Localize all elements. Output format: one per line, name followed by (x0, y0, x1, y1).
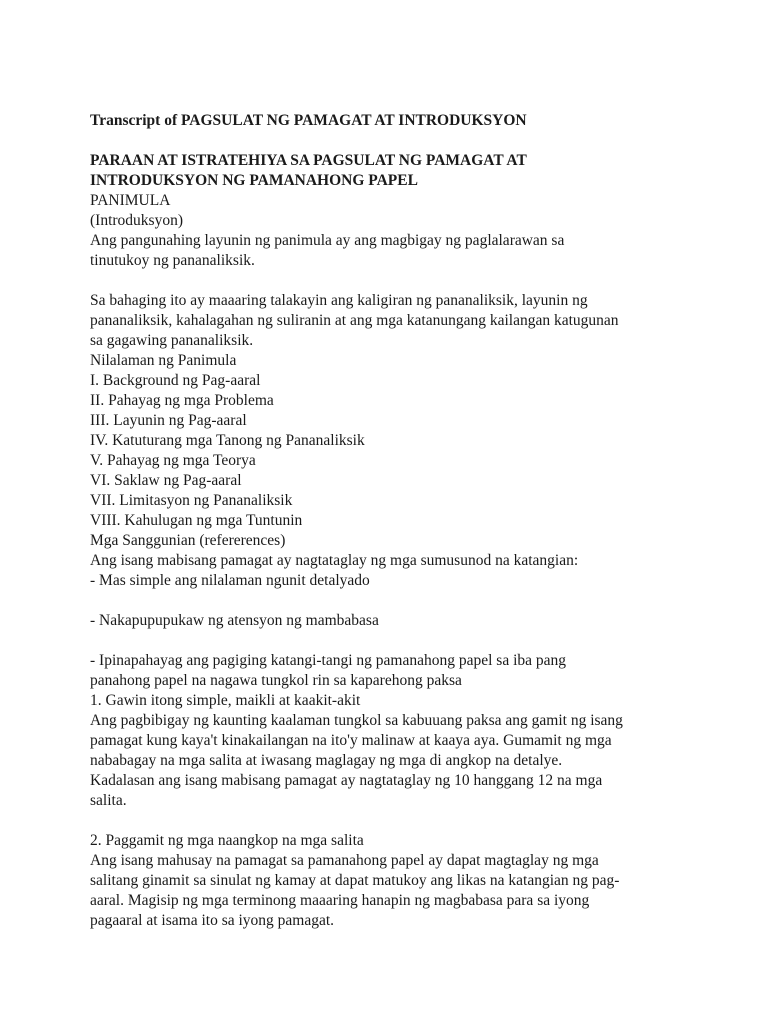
body-line: panahong papel na nagawa tungkol rin sa kaparehong paksa (90, 672, 462, 689)
body-line: Ang isang mabisang pamagat ay nagtataglay ng mga sumusunod na katangian: (90, 552, 579, 569)
body-line: II. Pahayag ng mga Problema (90, 392, 274, 409)
body-line: - Nakapupupukaw ng atensyon ng mambabasa (90, 612, 379, 629)
body-line: VIII. Kahulugan ng mga Tuntunin (90, 512, 303, 529)
document-title: Transcript of PAGSULAT NG PAMAGAT AT INTRODUKSYON (90, 112, 527, 129)
body-line: Ang pagbibigay ng kaunting kaalaman tungkol sa kabuuang paksa ang gamit ng isang (90, 712, 623, 729)
blank-line (90, 271, 690, 291)
heading-line: INTRODUKSYON NG PAMANAHONG PAPEL (90, 172, 418, 189)
document-page (90, 111, 690, 931)
blank-line (90, 591, 690, 611)
body-line: Ang pangunahing layunin ng panimula ay ang magbigay ng paglalarawan sa (90, 232, 565, 249)
body-line: I. Background ng Pag-aaral (90, 372, 261, 389)
body-line: PANIMULA (90, 192, 171, 209)
body-line: nababagay na mga salita at iwasang maglagay ng mga di angkop na detalye. (90, 752, 563, 769)
body-line: (Introduksyon) (90, 212, 183, 229)
body-line: Mga Sanggunian (refererences) (90, 532, 286, 549)
body-line: salitang ginamit sa sinulat ng kamay at dapat matukoy ang likas na katangian ng pag- (90, 872, 620, 889)
body-line: Kadalasan ang isang mabisang pamagat ay nagtataglay ng 10 hanggang 12 na mga (90, 772, 603, 789)
body-line: pamagat kung kaya't kinakailangan na ito'y malinaw at kaaya aya. Gumamit ng mga (90, 732, 612, 749)
blank-line (90, 811, 690, 831)
blank-line (90, 631, 690, 651)
body-line: sa gagawing pananaliksik. (90, 332, 254, 349)
body-line: 1. Gawin itong simple, maikli at kaakit-akit (90, 692, 361, 709)
body-line: Ang isang mahusay na pamagat sa pamanahong papel ay dapat magtaglay ng mga (90, 852, 599, 869)
body-line: - Ipinapahayag ang pagiging katangi-tangi ng pamanahong papel sa iba pang (90, 652, 567, 669)
body-line: tinutukoy ng pananaliksik. (90, 252, 255, 269)
body-line: 2. Paggamit ng mga naangkop na mga salita (90, 832, 364, 849)
document-heading (90, 151, 690, 191)
body-line: Nilalaman ng Panimula (90, 352, 237, 369)
body-line: V. Pahayag ng mga Teorya (90, 452, 256, 469)
body-line: VI. Saklaw ng Pag-aaral (90, 472, 242, 489)
body-line: pagaaral at isama ito sa iyong pamagat. (90, 912, 335, 929)
body-line: salita. (90, 792, 127, 809)
body-line: Sa bahaging ito ay maaaring talakayin ang kaligiran ng pananaliksik, layunin ng (90, 292, 588, 309)
body-line: - Mas simple ang nilalaman ngunit detalyado (90, 572, 370, 589)
body-line: VII. Limitasyon ng Pananaliksik (90, 492, 293, 509)
body-line: pananaliksik, kahalagahan ng suliranin at ang mga katanungang kailangan katugunan (90, 312, 619, 329)
body-line: IV. Katuturang mga Tanong ng Pananaliksik (90, 432, 365, 449)
document-body (90, 191, 690, 931)
body-line: III. Layunin ng Pag-aaral (90, 412, 247, 429)
heading-line: PARAAN AT ISTRATEHIYA SA PAGSULAT NG PAMAGAT AT (90, 152, 527, 169)
body-line: aaral. Magisip ng mga terminong maaaring hanapin ng magbabasa para sa iyong (90, 892, 590, 909)
